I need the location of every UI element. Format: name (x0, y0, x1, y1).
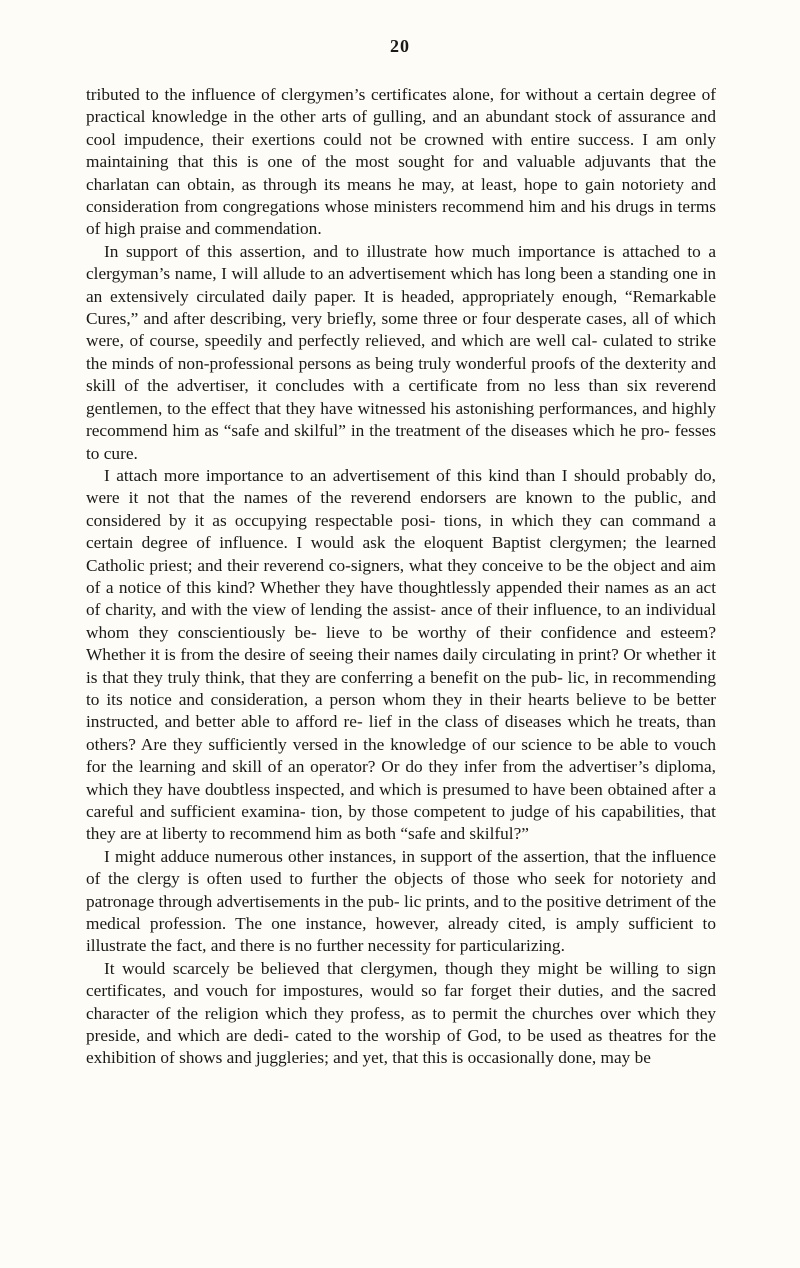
paragraph-2: In support of this assertion, and to illustrate how much importance is attached to a clergyman’s name, I will allude to an advertisement which has long been a standing one in an extensively circulated daily paper. It is headed, appropriately enough, “Remarkable Cures,” and after describing, very briefly, some three or four desperate cases, all of which were, of course, speedily and perfectly relieved, and which are well cal- culated to strike the minds of non-professional persons as being truly wonderful proofs of the dexterity and skill of the advertiser, it concludes with a certificate from no less than six reverend gentlemen, to the effect that they have witnessed his astonishing performances, and highly recommend him as “safe and skilful” in the treatment of the diseases which he pro- fesses to cure. (86, 241, 716, 463)
page-number: 20 (390, 36, 410, 56)
paragraph-3: I attach more importance to an advertisement of this kind than I should probably do, were it not that the names of the reverend endorsers are known to the public, and considered by it as occupying respectable posi- tions, in which they can command a certain degree of influence. I would ask the eloquent Baptist clergymen; the learned Catholic priest; and their reverend co-signers, what they conceive to be the object and aim of a notice of this kind? Whether they have thoughtlessly appended their names as an act of charity, and with the view of lending the assist- ance of their influence, to an individual whom they conscientiously be- lieve to be worthy of their confidence and esteem? Whether it is from the desire of seeing their names daily circulating in print? Or whether it is that they truly think, that they are conferring a benefit on the pub- lic, in recommending to its notice and consideration, a person whom they in their hearts believe to be better instructed, and better able to afford re- lief in the class of diseases which he treats, than others? Are they sufficiently versed in the knowledge of our science to be able to vouch for the learning and skill of an operator? Or do they infer from the advertiser’s diploma, which they have doubtless inspected, and which is presumed to have been obtained after a careful and sufficient examina- tion, by those competent to judge of his capabilities, that they are at liberty to recommend him as both “safe and skilful?” (86, 465, 716, 844)
body-text (86, 84, 716, 1249)
paragraph-1: tributed to the influence of clergymen’s certificates alone, for without a certain degree of practical knowledge in the other arts of gulling, and an abundant stock of assurance and cool impudence, their exertions could not be crowned with entire success. I am only maintaining that this is one of the most sought for and valuable adjuvants that the charlatan can obtain, as through its means he may, at least, hope to gain notoriety and consideration from congregations whose ministers recommend him and his drugs in terms of high praise and commendation. (86, 85, 716, 239)
paragraph-4: I might adduce numerous other instances, in support of the assertion, that the influence of the clergy is often used to further the objects of those who seek for notoriety and patronage through advertisements in the pub- lic prints, and to the positive detriment of the medical profession. The one instance, however, already cited, is amply sufficient to illustrate the fact, and there is no further necessity for particularizing. (86, 846, 716, 956)
paragraph-5: It would scarcely be believed that clergymen, though they might be willing to sign certificates, and vouch for impostures, would so far forget their duties, and the sacred character of the religion which they profess, as to permit the churches over which they preside, and which are dedi- cated to the worship of God, to be used as theatres for the exhibition of shows and juggleries; and yet, that this is occasionally done, may be (86, 958, 716, 1068)
